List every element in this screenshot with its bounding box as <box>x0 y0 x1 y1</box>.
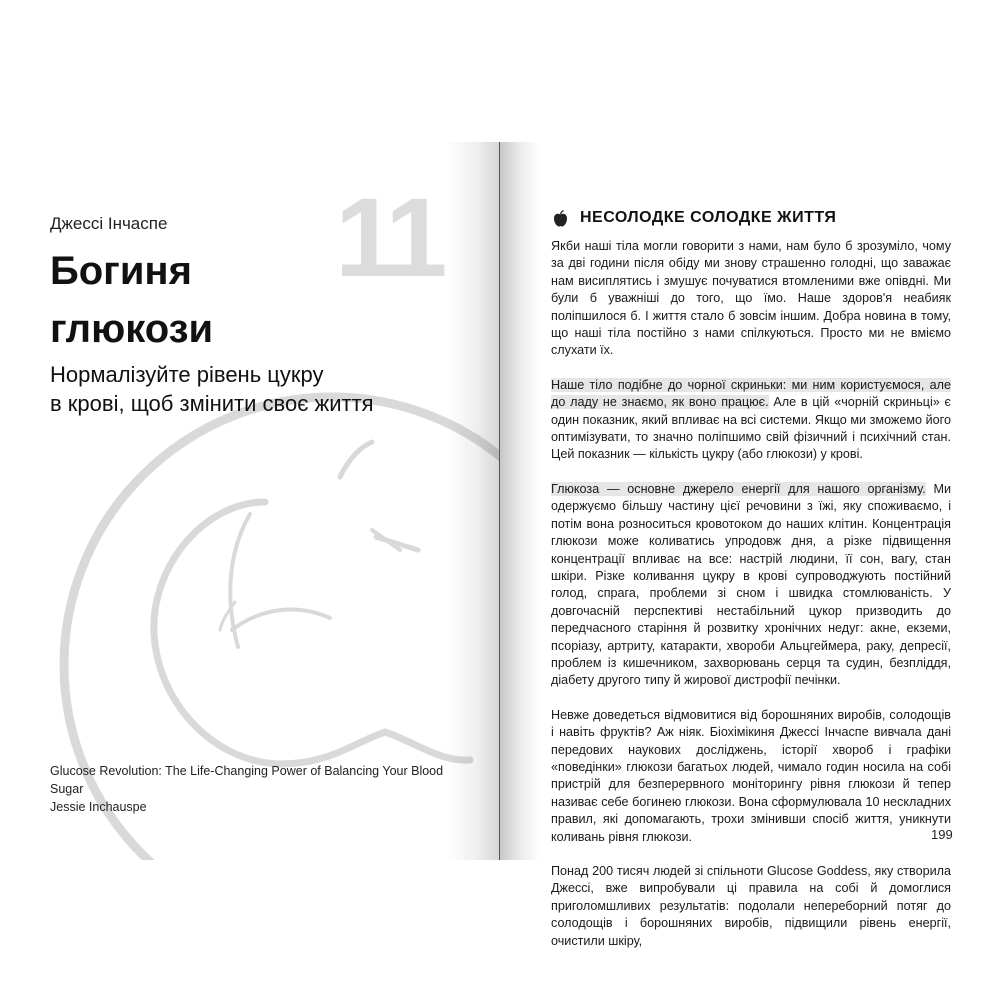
paragraph-1: Якби наші тіла могли говорити з нами, нам було б зрозуміло, чому за дві години після обіду ми знову страшенно голодні, що заважає нам висиплятись і змушує почуватися втомленими вже опівдні. Ми були б уважніші до того, що їмо. Наше здоров'я неабияк поліпшилося б. І життя стало б зовсім іншим. Добра новина в тому, що наші тіла постійно з нами спілкуються. Просто ми не вміємо слухати їх. <box>551 239 951 358</box>
section-heading-text: НЕСОЛОДКЕ СОЛОДКЕ ЖИТТЯ <box>580 209 837 226</box>
title-line-1: Богиня <box>50 249 192 293</box>
apple-icon <box>553 210 568 227</box>
original-author: Jessie Inchauspe <box>50 800 147 814</box>
original-title: Glucose Revolution: The Life-Changing Power of Balancing Your Blood Sugar <box>50 764 444 796</box>
body-text <box>551 238 951 967</box>
chapter-number: 11 <box>335 175 442 300</box>
book-subtitle <box>50 360 390 418</box>
paragraph-5: Понад 200 тисяч людей зі спільноти Glucose Goddess, яку створила Джессі, вже випробували ці правила на собі й домоглися приголомшливих результатів: подолали непереборний потяг до солодощів і борошняних виробів, підвищили рівень енергії, очистили шкіру, <box>551 864 951 948</box>
highlighted-sentence: Наше тіло подібне до чорної скриньки: ми ним користуємося, але до ладу не знаємо, як воно працює. <box>551 377 951 410</box>
paragraph-2-rest: Але в цій «чорній скриньці» є один показник, який впливає на всі системи. Якщо ми зможемо його оптимізувати, то значно поліпшимо свій фізичний і психічний стан. Цей показник — кількість цукру (або глюкози) у крові. <box>551 395 951 462</box>
left-page <box>0 142 500 860</box>
title-line-2: глюкози <box>50 307 214 351</box>
paragraph-3-rest: Ми одержуємо більшу частину цієї речовини з їжі, яку споживаємо, і потім вона розноситься кровотоком до наших клітин. Концентрація глюкози може коливатись упродовж дня, а різке підвищення концентрації впливає на все: настрій людини, її сон, вагу, стан шкіри. Різке коливання цукру в крові супроводжують постійний голод, спрага, проблеми зі сном і швидка стомлюваність. У довгочасній перспективі нестабільний цукор призводить до передчасного старіння й розвитку хронічних недуг: акне, екземи, псоріазу, артриту, катаракти, хвороби Альцгеймера, раку, депресії, проблем із кишечником, захворювань серця та судин, безпліддя, діабету другого типу й жирової дистрофії печінки. <box>551 481 951 688</box>
section-heading <box>553 209 836 227</box>
book-title <box>50 242 350 358</box>
left-gutter-shadow <box>445 142 500 860</box>
right-gutter-shadow <box>500 142 540 860</box>
book-author: Джессі Інчаспе <box>50 214 168 233</box>
paragraph-3 <box>551 481 951 690</box>
book-spine <box>499 142 500 860</box>
original-edition <box>50 762 470 816</box>
highlighted-sentence: Глюкоза — основне джерело енергії для нашого організму. <box>551 481 926 496</box>
book-spread <box>0 142 1000 948</box>
subtitle-line-2: в крові, щоб змінити своє життя <box>50 391 374 416</box>
page-number: 199 <box>931 827 953 842</box>
paragraph-4: Невже доведеться відмовитися від борошняних виробів, солодощів і навіть фруктів? Аж ніяк. Біохімікиня Джессі Інчаспе вивчала дані передових наукових досліджень, історії хвороб і графіки «поведінки» глюкози багатьох людей, чимало годин носила на собі пристрій для безперервного моніторингу рівня глюкози й тепер називає себе богинею глюкози. Вона сформулювала 10 нескладних правил, які допомагають, трохи змінивши спосіб життя, уникнути коливань рівня глюкози. <box>551 707 951 844</box>
subtitle-line-1: Нормалізуйте рівень цукру <box>50 362 324 387</box>
paragraph-2 <box>551 377 951 464</box>
